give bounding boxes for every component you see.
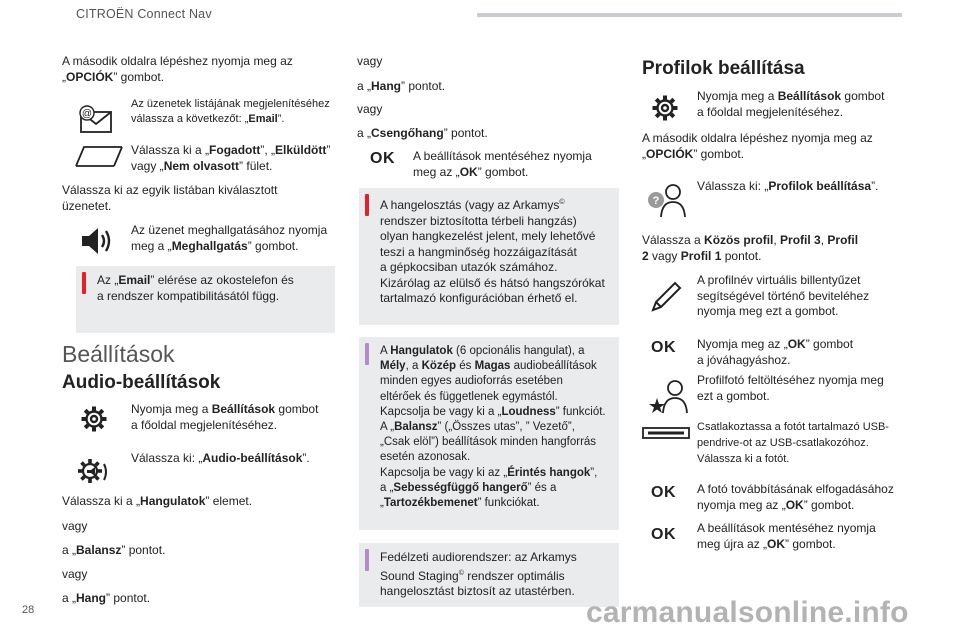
email-compatibility-note: Az „Email” elérése az okostelefon és a rendszer kompatibilitásától függ. [76,266,335,333]
running-header: CITROËN Connect Nav [76,7,212,21]
warning-mark-icon [365,194,369,216]
profile-user-icon [646,182,686,218]
or-text: vagy [62,567,88,581]
page-number: 28 [22,604,35,616]
options-paragraph: A második oldalra lépéshez nyomja meg az „OPCIÓK” gombot. [642,131,873,161]
usb-step: Csatlakoztassa a fotót tartalmazó USB- pendrive-ot az USB-csatlakozóhoz. Válassza ki a fotót. [697,421,889,465]
speaker-icon [80,225,114,257]
or-text: vagy [357,102,383,116]
email-icon [78,104,118,134]
balansz-text: a „Balansz” pontot. [62,543,166,557]
audio-settings-gear-icon [76,455,112,489]
ok-step: A beállítások mentéséhez nyomja meg az „OK” gombot. [413,149,592,179]
info-mark-icon [365,549,369,571]
subheading-audio: Audio-beállítások [62,372,221,393]
sound-staging-info: Fedélzeti audiorendszer: az Arkamys Sound Staging© rendszer optimális hangelosztást biztosít az utastérben. [359,543,619,607]
ok-save-step: A beállítások mentéséhez nyomja meg újra az „OK” gombot. [697,521,876,551]
arkamys-note: A hangelosztás (vagy az Arkamys© rendszer biztosította térbeli hangzás) olyan hangkezelést jelent, mely lehetővé teszi a hangminőség hozzáigazítását a gépkocsiban utazók számához. Kizárólag az elülső és hátsó hangszórókat tartalmazó konfigurációban érhető el. [359,188,619,325]
profile-photo-icon [648,378,688,414]
hangulatok-info: A Hangulatok (6 opcionális hangulat), a Mély, a Közép és Magas audiobeállítások minden egyes audioforrás esetében eltérőek és függetlenek egymástól. Kapcsolja be vagy ki a „Loudness” funkciót. A „Balansz” („Összes utas”, ” Vezető”, „Csak elöl”) beállítások minden hangforrás esetén azonosak. Kapcsolja be vagy ki az „Érintés hangok”, a „Sebességfüggő hangerő” és a „Tartozékbemenet” funkciókat. [359,337,619,530]
select-profile-text: Válassza a Közös profil, Profil 3, Profil 2 vagy Profil 1 pontot. [642,233,859,263]
ok-button-icon: OK [651,339,676,356]
keyboard-step: A profilnév virtuális billentyűzet segítségével történő beviteléhez nyomja meg ezt a gombot. [697,273,870,318]
ok-button-icon: OK [370,150,395,167]
ok-button-icon: OK [651,484,676,501]
ok-photo-step: A fotó továbbításának elfogadásához nyomja meg az „OK” gombot. [697,482,894,512]
watermark: carmanualsonline.info [586,596,909,629]
ok-button-icon: OK [651,526,676,543]
hang-text: a „Hang” pontot. [357,79,446,93]
section-heading-beallitasok: Beállítások [62,341,175,367]
svg-text:?: ? [652,195,660,207]
hang-text: a „Hang” pontot. [62,591,151,605]
csengohang-text: a „Csengőhang” pontot. [357,126,488,140]
audio-step-1: Nyomja meg a Beállítások gombot a főoldal megjelenítéséhez. [131,402,319,432]
options-paragraph: A második oldalra lépéshez nyomja meg az „OPCIÓK” gombot. [62,54,293,84]
info-mark-icon [365,343,369,365]
profile-step-1: Nyomja meg a Beállítások gombot a főoldal megjelenítéséhez. [697,89,885,119]
usb-port-icon [642,426,690,440]
svg-text:@: @ [81,108,93,120]
select-hangulatok-text: Válassza ki a „Hangulatok” elemet. [62,494,253,508]
warning-mark-icon [82,272,86,294]
header-rule [477,13,902,17]
photo-step: Profilfotó feltöltéséhez nyomja meg ezt a gombot. [697,373,884,403]
select-message-text: Válassza ki az egyik listában kiválasztott üzenetet. [62,183,278,213]
section-heading-profilok: Profilok beállítása [642,58,805,79]
or-text: vagy [62,519,88,533]
profile-step-2: Válassza ki: „Profilok beállítása”. [697,179,879,193]
or-text: vagy [357,54,383,68]
ok-confirm-step: Nyomja meg az „OK” gombot a jóváhagyáshoz. [697,337,854,367]
listen-step: Az üzenet meghallgatásához nyomja meg a „Meghallgatás” gombot. [131,223,328,253]
gear-icon [651,94,679,122]
pencil-icon [649,280,683,314]
tab-icon [74,144,124,168]
email-step: Az üzenetek listájának megjelenítéséhez válassza a következőt: „Email”. [131,98,330,125]
tabs-step: Válassza ki a „Fogadott”, „Elküldött” vagy „Nem olvasott” fület. [131,143,331,173]
gear-icon [80,405,108,433]
audio-step-2: Válassza ki: „Audio-beállítások”. [131,451,310,465]
